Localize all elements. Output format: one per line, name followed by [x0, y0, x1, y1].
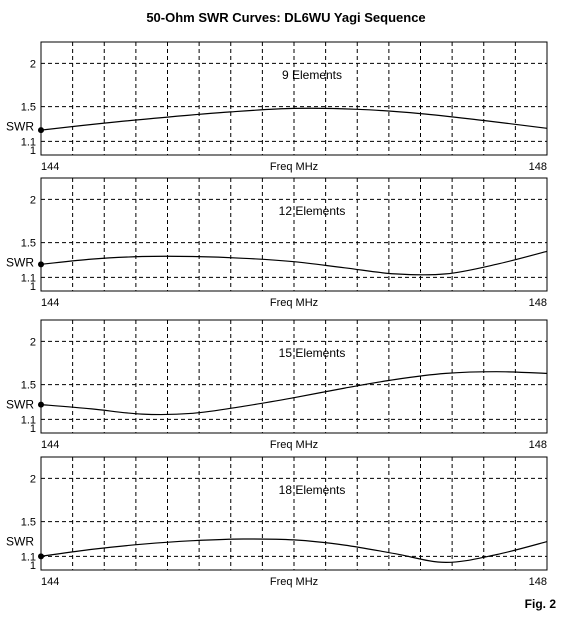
x-tick-label: 144 — [41, 297, 60, 309]
start-marker — [38, 127, 44, 133]
figure-label: Fig. 2 — [524, 597, 556, 611]
swr-panel — [6, 42, 547, 173]
x-tick-label: 144 — [41, 161, 60, 173]
y-tick-label: 1.1 — [20, 414, 36, 427]
y-tick-label: 1 — [29, 423, 36, 435]
y-tick-label: 2 — [29, 336, 36, 349]
y-tick-label: 1.1 — [20, 551, 36, 564]
panel-annotation: 12 Elements — [278, 204, 346, 218]
x-axis-label: Freq MHz — [269, 161, 319, 173]
y-axis-label: SWR — [6, 255, 34, 270]
y-tick-label: 1.5 — [20, 379, 36, 392]
y-tick-label: 1 — [29, 281, 36, 293]
start-marker — [38, 402, 44, 408]
y-tick-label: 2 — [29, 473, 36, 486]
x-tick-label: 144 — [41, 576, 60, 588]
panel-annotation: 18 Elements — [278, 483, 346, 497]
x-tick-label: 144 — [41, 439, 60, 451]
y-tick-label: 2 — [29, 194, 36, 207]
x-tick-label: 148 — [528, 576, 547, 588]
y-tick-label: 1.5 — [20, 237, 36, 250]
y-tick-label: 1 — [29, 145, 36, 157]
swr-panel — [6, 457, 547, 588]
y-tick-label: 1.1 — [20, 136, 36, 149]
swr-panel — [6, 320, 547, 451]
swr-panel — [6, 178, 547, 309]
y-tick-label: 1.5 — [20, 101, 36, 114]
y-tick-label: 2 — [29, 58, 36, 71]
start-marker — [38, 553, 44, 559]
y-tick-label: 1.1 — [20, 272, 36, 285]
chart-panels — [6, 42, 547, 588]
x-axis-label: Freq MHz — [269, 297, 319, 309]
x-axis-label: Freq MHz — [269, 439, 319, 451]
panel-annotation: 9 Elements — [281, 68, 343, 82]
panel-annotation: 15 Elements — [278, 346, 346, 360]
y-tick-label: 1 — [29, 560, 36, 572]
y-tick-label: 1.5 — [20, 516, 36, 529]
y-axis-label: SWR — [6, 534, 34, 549]
figure-title: 50-Ohm SWR Curves: DL6WU Yagi Sequence — [146, 10, 426, 25]
x-tick-label: 148 — [528, 439, 547, 451]
x-tick-label: 148 — [528, 297, 547, 309]
start-marker — [38, 261, 44, 267]
x-axis-label: Freq MHz — [269, 576, 319, 588]
y-axis-label: SWR — [6, 119, 34, 134]
y-axis-label: SWR — [6, 397, 34, 412]
x-tick-label: 148 — [528, 161, 547, 173]
